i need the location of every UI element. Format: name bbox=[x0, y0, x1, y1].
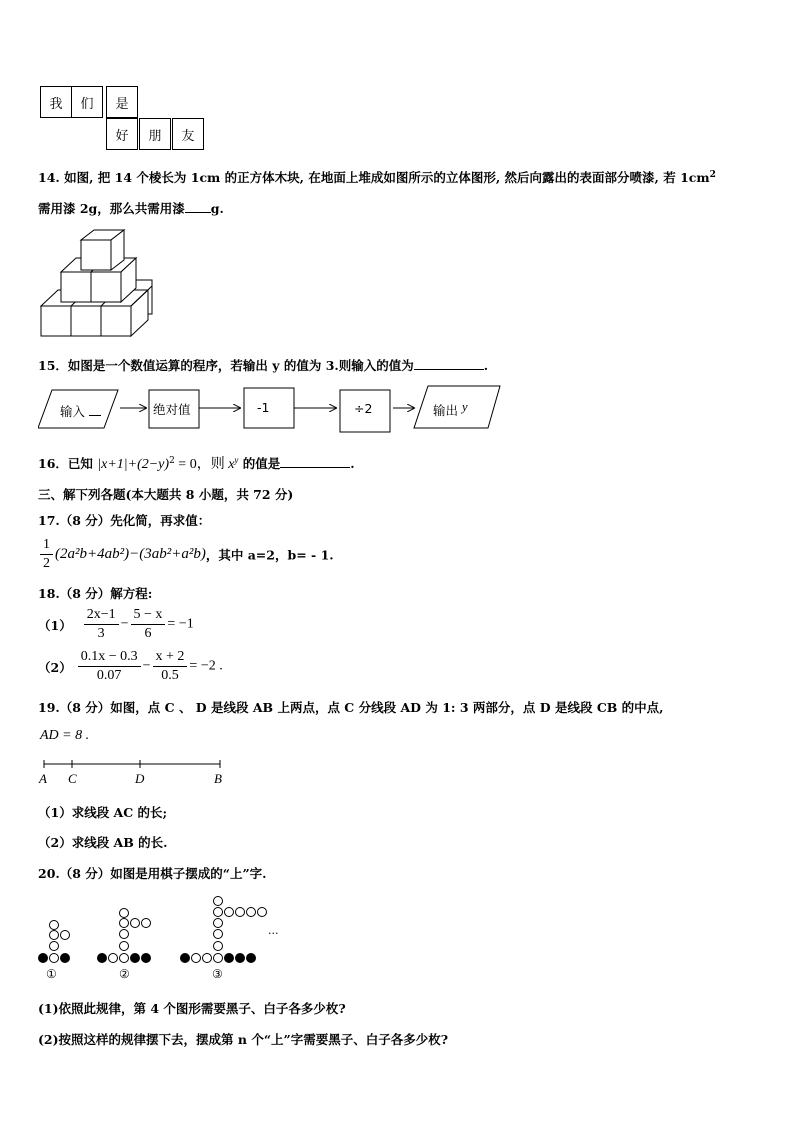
rhs: = −1 bbox=[167, 616, 194, 632]
question-18-part2 bbox=[38, 648, 223, 685]
question-19-given: AD = 8 . bbox=[40, 728, 90, 743]
grid-cell: 朋 bbox=[139, 118, 171, 150]
figure-label-1: ① bbox=[46, 967, 57, 981]
ellipsis: ... bbox=[268, 924, 279, 937]
denominator: 0.5 bbox=[161, 668, 179, 683]
part-number: （2） bbox=[38, 659, 72, 675]
question-19-sub1: （1）求线段 AC 的长; bbox=[38, 805, 168, 820]
chess-pieces-figure bbox=[34, 892, 294, 972]
fraction bbox=[153, 648, 188, 685]
answer-blank bbox=[185, 212, 211, 213]
line-segment-figure bbox=[38, 756, 228, 790]
question-16 bbox=[38, 453, 355, 473]
question-15-text: 15．如图是一个数值运算的程序，若输出 y 的值为 3.则输入的值为 bbox=[38, 358, 414, 373]
figure-3 bbox=[181, 897, 267, 963]
grid-cell: 友 bbox=[172, 118, 204, 150]
fraction bbox=[40, 536, 53, 573]
question-19-text: 19.（8 分）如图，点 C 、 D 是线段 AB 上两点，点 C 分线段 AD 为 1: 3 两部分，点 D 是线段 CB 的中点, bbox=[38, 700, 664, 715]
denominator: 0.07 bbox=[96, 668, 122, 683]
operator: − bbox=[142, 658, 151, 674]
denominator: 3 bbox=[97, 626, 105, 641]
cube-stack-figure bbox=[38, 228, 158, 340]
numerator: 2x−1 bbox=[84, 606, 119, 625]
numerator: 0.1x − 0.3 bbox=[78, 648, 141, 667]
superscript: 2 bbox=[709, 169, 716, 180]
question-14-unit: g. bbox=[210, 201, 224, 216]
question-20-sub1: (1)依照此规律，第 4 个图形需要黑子、白子各多少枚? bbox=[38, 1001, 346, 1016]
answer-blank bbox=[280, 467, 350, 468]
numerator: 5 − x bbox=[131, 606, 166, 625]
superscript: y bbox=[234, 454, 239, 465]
question-19-sub2: （2）求线段 AB 的长. bbox=[38, 835, 168, 850]
point-label-a: A bbox=[39, 771, 47, 786]
superscript: 2 bbox=[169, 455, 175, 466]
flow-abs-label: 绝对值 bbox=[153, 402, 191, 417]
var-x: x bbox=[228, 457, 235, 472]
question-14-line2 bbox=[38, 199, 224, 217]
figure-label-2: ② bbox=[119, 967, 130, 981]
part-number: （1） bbox=[38, 617, 72, 633]
rhs: = −2 . bbox=[189, 658, 223, 674]
output-y: y bbox=[462, 400, 468, 414]
operator: − bbox=[120, 616, 129, 632]
grid-cell: 们 bbox=[71, 86, 103, 118]
point-label-d: D bbox=[135, 771, 145, 786]
figure-2 bbox=[98, 909, 151, 963]
fraction bbox=[131, 606, 166, 643]
question-14-text: 14. 如图, 把 14 个棱长为 1cm 的正方体木块, 在地面上堆成如图所示的立体图形, 然后向露出的表面部分喷漆, 若 1cm bbox=[38, 170, 710, 185]
period: . bbox=[350, 456, 355, 471]
flow-input-label bbox=[60, 402, 101, 420]
question-14-text-2: 需用漆 2g，那么共需用漆 bbox=[38, 201, 185, 216]
denominator: 6 bbox=[144, 626, 152, 641]
question-16-expression: |x+1|+(2−y) bbox=[97, 457, 170, 472]
flow-divide-label: ÷2 bbox=[354, 401, 373, 416]
question-20-text: 20.（8 分）如图是用棋子摆成的“上”字. bbox=[38, 866, 267, 881]
question-14-line1 bbox=[38, 168, 716, 186]
point-label-b: B bbox=[214, 771, 222, 786]
grid-cell: 好 bbox=[106, 118, 138, 150]
period: . bbox=[483, 358, 489, 373]
denominator: 2 bbox=[43, 556, 50, 571]
answer-blank bbox=[414, 369, 484, 370]
question-20-sub2: (2)按照这样的规律摆下去，摆成第 n 个“上”字需要黑子、白子各多少枚? bbox=[38, 1032, 449, 1047]
fraction bbox=[78, 648, 141, 685]
numerator: x + 2 bbox=[153, 648, 188, 667]
equals: = 0，则 bbox=[174, 457, 229, 472]
question-16-suffix: 的值是 bbox=[238, 456, 281, 471]
question-16-prefix: 16．已知 bbox=[38, 456, 93, 471]
question-18-label: 18.（8 分）解方程: bbox=[38, 586, 153, 601]
figure-label-3: ③ bbox=[212, 967, 223, 981]
question-17-condition: ，其中 a=2，b= - 1. bbox=[205, 547, 334, 563]
question-17-expr: (2a²b+4ab²)−(3ab²+a²b) bbox=[55, 546, 206, 562]
section-heading: 三、解下列各题(本大题共 8 小题，共 72 分) bbox=[38, 487, 294, 502]
output-text: 输出 bbox=[433, 403, 459, 418]
flow-output-label bbox=[433, 401, 468, 419]
numerator: 1 bbox=[40, 536, 53, 555]
grid-cell: 我 bbox=[40, 86, 72, 118]
answer-blank bbox=[89, 415, 101, 416]
input-text: 输入 bbox=[60, 404, 86, 419]
grid-cell: 是 bbox=[106, 86, 138, 118]
question-18-part1 bbox=[38, 606, 194, 643]
question-17-label: 17.（8 分）先化简，再求值： bbox=[38, 513, 211, 528]
fraction bbox=[84, 606, 119, 643]
flow-minus-label: -1 bbox=[257, 400, 270, 415]
point-label-c: C bbox=[68, 771, 77, 786]
question-15 bbox=[38, 356, 488, 374]
question-17-expression bbox=[38, 536, 334, 573]
figure-1 bbox=[39, 921, 70, 963]
